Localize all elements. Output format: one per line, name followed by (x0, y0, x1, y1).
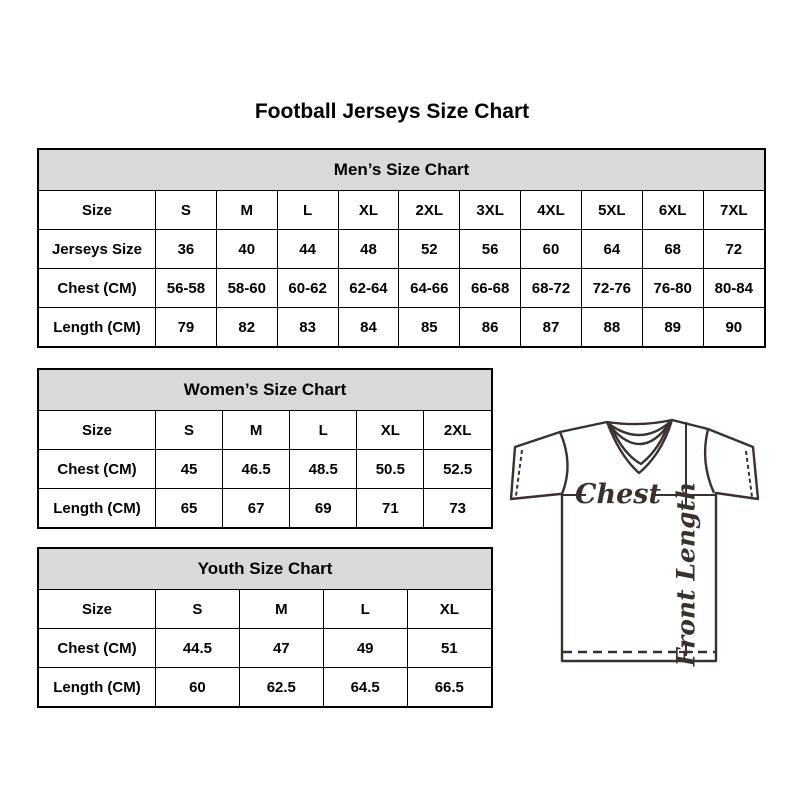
mens-size-grid (39, 191, 764, 346)
value-cell: 40 (216, 230, 277, 269)
row-header-cell: Chest (CM) (39, 629, 156, 668)
value-cell: M (223, 411, 290, 450)
value-cell: 73 (424, 489, 491, 528)
value-cell: 44 (277, 230, 338, 269)
value-cell: 58-60 (216, 269, 277, 308)
row-header-cell: Size (39, 191, 156, 230)
value-cell: 72-76 (581, 269, 642, 308)
value-cell: 68 (642, 230, 703, 269)
value-cell: 51 (407, 629, 491, 668)
value-cell: 60 (521, 230, 582, 269)
value-cell: L (290, 411, 357, 450)
table-row (39, 629, 491, 668)
value-cell: 86 (460, 308, 521, 347)
value-cell: 62.5 (239, 668, 323, 707)
row-header-cell: Length (CM) (39, 308, 156, 347)
value-cell: 52.5 (424, 450, 491, 489)
value-cell: 84 (338, 308, 399, 347)
jersey-outline (511, 420, 758, 661)
value-cell: 83 (277, 308, 338, 347)
value-cell: 85 (399, 308, 460, 347)
value-cell: 64 (581, 230, 642, 269)
value-cell: 5XL (581, 191, 642, 230)
value-cell: M (216, 191, 277, 230)
value-cell: 66.5 (407, 668, 491, 707)
value-cell: 3XL (460, 191, 521, 230)
value-cell: 56 (460, 230, 521, 269)
value-cell: XL (357, 411, 424, 450)
chest-label: Chest (575, 479, 661, 510)
mens-size-table (37, 148, 766, 348)
row-header-cell: Chest (CM) (39, 450, 156, 489)
womens-table-title: Women’s Size Chart (39, 370, 491, 411)
row-header-cell: Length (CM) (39, 489, 156, 528)
value-cell: 80-84 (703, 269, 764, 308)
value-cell: 60 (156, 668, 240, 707)
womens-size-grid (39, 411, 491, 527)
table-row (39, 191, 764, 230)
value-cell: 36 (156, 230, 217, 269)
value-cell: S (156, 411, 223, 450)
row-header-cell: Length (CM) (39, 668, 156, 707)
value-cell: 52 (399, 230, 460, 269)
table-row (39, 411, 491, 450)
value-cell: 87 (521, 308, 582, 347)
value-cell: XL (407, 590, 491, 629)
value-cell: 7XL (703, 191, 764, 230)
table-row (39, 590, 491, 629)
value-cell: 72 (703, 230, 764, 269)
value-cell: 64.5 (323, 668, 407, 707)
value-cell: 47 (239, 629, 323, 668)
value-cell: 88 (581, 308, 642, 347)
value-cell: 2XL (399, 191, 460, 230)
table-row (39, 489, 491, 528)
youth-size-table (37, 547, 493, 708)
value-cell: 62-64 (338, 269, 399, 308)
size-chart-title: Football Jerseys Size Chart (254, 100, 530, 123)
value-cell: 82 (216, 308, 277, 347)
value-cell: 60-62 (277, 269, 338, 308)
value-cell: 71 (357, 489, 424, 528)
value-cell: L (277, 191, 338, 230)
table-row (39, 450, 491, 489)
mens-table-title: Men’s Size Chart (39, 150, 764, 191)
value-cell: 50.5 (357, 450, 424, 489)
row-header-cell: Size (39, 411, 156, 450)
front-length-label: Front Length (671, 481, 701, 667)
value-cell: 79 (156, 308, 217, 347)
table-row (39, 269, 764, 308)
womens-size-table (37, 368, 493, 529)
row-header-cell: Chest (CM) (39, 269, 156, 308)
row-header-cell: Jerseys Size (39, 230, 156, 269)
table-row (39, 230, 764, 269)
value-cell: 68-72 (521, 269, 582, 308)
value-cell: 65 (156, 489, 223, 528)
value-cell: XL (338, 191, 399, 230)
table-row (39, 308, 764, 347)
value-cell: 56-58 (156, 269, 217, 308)
value-cell: 89 (642, 308, 703, 347)
value-cell: 2XL (424, 411, 491, 450)
value-cell: 4XL (521, 191, 582, 230)
table-row (39, 668, 491, 707)
value-cell: 46.5 (223, 450, 290, 489)
value-cell: 49 (323, 629, 407, 668)
value-cell: S (156, 590, 240, 629)
value-cell: L (323, 590, 407, 629)
row-header-cell: Size (39, 590, 156, 629)
youth-size-grid (39, 590, 491, 706)
value-cell: S (156, 191, 217, 230)
value-cell: 44.5 (156, 629, 240, 668)
value-cell: 64-66 (399, 269, 460, 308)
youth-table-title: Youth Size Chart (39, 549, 491, 590)
value-cell: 76-80 (642, 269, 703, 308)
value-cell: 48.5 (290, 450, 357, 489)
value-cell: 67 (223, 489, 290, 528)
value-cell: 90 (703, 308, 764, 347)
value-cell: 45 (156, 450, 223, 489)
value-cell: 69 (290, 489, 357, 528)
value-cell: 6XL (642, 191, 703, 230)
value-cell: M (239, 590, 323, 629)
jersey-measurement-diagram (500, 403, 800, 673)
value-cell: 66-68 (460, 269, 521, 308)
value-cell: 48 (338, 230, 399, 269)
